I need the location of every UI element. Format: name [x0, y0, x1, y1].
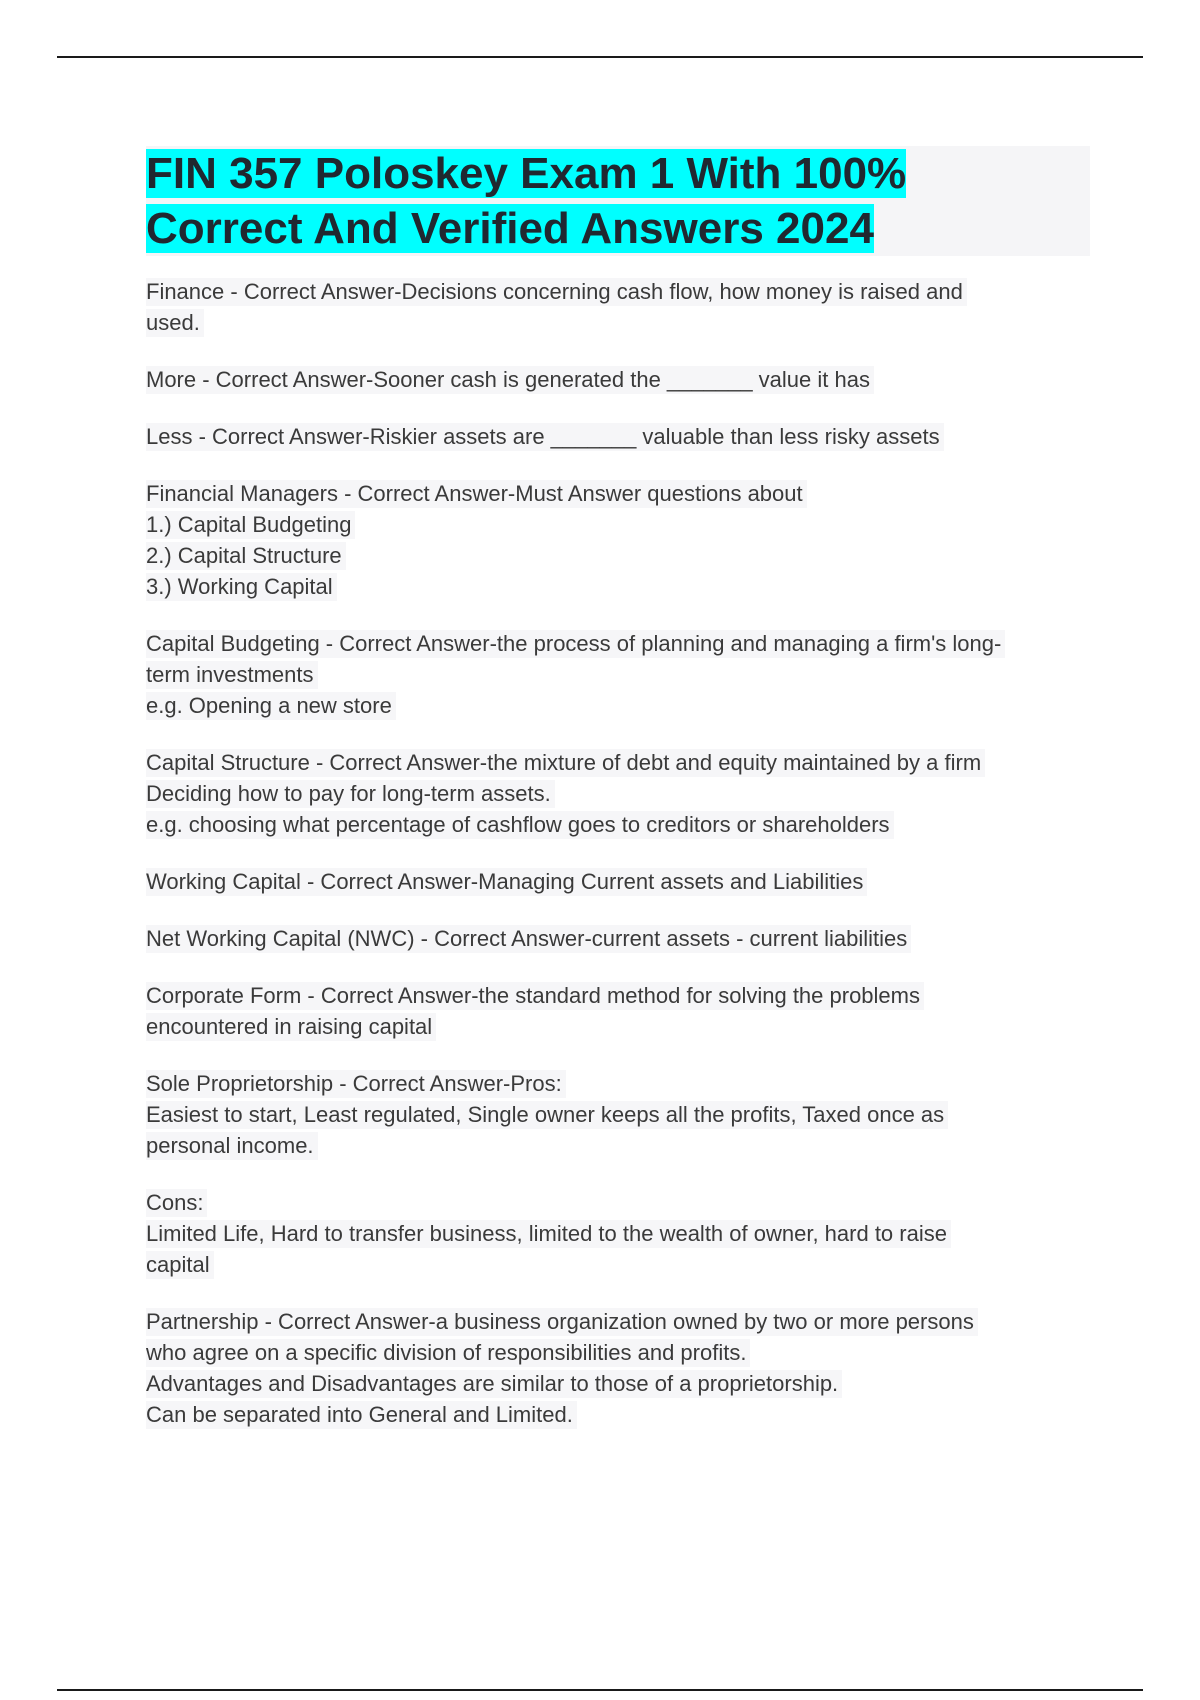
- qa-line: used.: [146, 309, 204, 337]
- qa-line: 3.) Working Capital: [146, 573, 337, 601]
- qa-line-row: [146, 366, 1090, 397]
- qa-line: encountered in raising capital: [146, 1013, 436, 1041]
- qa-line-row: [146, 423, 1090, 454]
- qa-line-row: [146, 1132, 1090, 1163]
- qa-line-row: [146, 1101, 1090, 1132]
- qa-entry: [146, 749, 1090, 842]
- qa-line: Net Working Capital (NWC) - Correct Answer-current assets - current liabilities: [146, 925, 911, 953]
- qa-line: Capital Budgeting - Correct Answer-the process of planning and managing a firm's long-: [146, 630, 1005, 658]
- qa-entry: [146, 868, 1090, 899]
- qa-line-row: [146, 1189, 1090, 1220]
- header-rule: [57, 56, 1143, 58]
- qa-line: capital: [146, 1251, 214, 1279]
- qa-line: Partnership - Correct Answer-a business organization owned by two or more persons: [146, 1308, 978, 1336]
- qa-line-row: [146, 480, 1090, 511]
- title-block: [146, 146, 1090, 256]
- qa-line-row: [146, 511, 1090, 542]
- qa-entry: [146, 366, 1090, 397]
- qa-line: Sole Proprietorship - Correct Answer-Pros:: [146, 1070, 566, 1098]
- qa-entry: [146, 278, 1090, 340]
- qa-line-row: [146, 1251, 1090, 1282]
- document-body: [146, 146, 1090, 1458]
- qa-line: 2.) Capital Structure: [146, 542, 346, 570]
- qa-line-row: [146, 868, 1090, 899]
- qa-line: More - Correct Answer-Sooner cash is generated the _______ value it has: [146, 366, 874, 394]
- qa-line: Capital Structure - Correct Answer-the mixture of debt and equity maintained by a firm: [146, 749, 985, 777]
- qa-line: 1.) Capital Budgeting: [146, 511, 355, 539]
- qa-line-row: [146, 982, 1090, 1013]
- title-line-2: Correct And Verified Answers 2024: [146, 204, 874, 253]
- qa-entry: [146, 925, 1090, 956]
- qa-line-row: [146, 309, 1090, 340]
- qa-entry: [146, 423, 1090, 454]
- document-title: [146, 146, 1090, 256]
- qa-line-row: [146, 692, 1090, 723]
- qa-line-row: [146, 1308, 1090, 1339]
- qa-line-row: [146, 1070, 1090, 1101]
- qa-line: Corporate Form - Correct Answer-the standard method for solving the problems: [146, 982, 924, 1010]
- qa-line-row: [146, 278, 1090, 309]
- qa-line-row: [146, 780, 1090, 811]
- qa-line: Limited Life, Hard to transfer business, limited to the wealth of owner, hard to raise: [146, 1220, 951, 1248]
- qa-line: Financial Managers - Correct Answer-Must Answer questions about: [146, 480, 807, 508]
- qa-line: e.g. choosing what percentage of cashflow goes to creditors or shareholders: [146, 811, 894, 839]
- qa-line: personal income.: [146, 1132, 318, 1160]
- qa-line-row: [146, 573, 1090, 604]
- qa-line: term investments: [146, 661, 318, 689]
- qa-line: Finance - Correct Answer-Decisions concerning cash flow, how money is raised and: [146, 278, 967, 306]
- qa-line-row: [146, 630, 1090, 661]
- footer-rule: [57, 1689, 1143, 1691]
- qa-line: Less - Correct Answer-Riskier assets are _______ valuable than less risky assets: [146, 423, 944, 451]
- qa-entry: [146, 982, 1090, 1044]
- qa-line-row: [146, 661, 1090, 692]
- qa-line-row: [146, 1401, 1090, 1432]
- qa-line-row: [146, 1339, 1090, 1370]
- qa-line-row: [146, 925, 1090, 956]
- qa-list: [146, 278, 1090, 1432]
- qa-line-row: [146, 1370, 1090, 1401]
- qa-entry: [146, 1189, 1090, 1282]
- qa-line: who agree on a specific division of responsibilities and profits.: [146, 1339, 750, 1367]
- qa-line: Cons:: [146, 1189, 207, 1217]
- qa-entry: [146, 480, 1090, 604]
- qa-entry: [146, 1308, 1090, 1432]
- qa-line: e.g. Opening a new store: [146, 692, 396, 720]
- title-line-1: FIN 357 Poloskey Exam 1 With 100%: [146, 149, 907, 198]
- qa-line: Easiest to start, Least regulated, Single owner keeps all the profits, Taxed once as: [146, 1101, 948, 1129]
- qa-entry: [146, 1070, 1090, 1163]
- qa-line-row: [146, 542, 1090, 573]
- qa-entry: [146, 630, 1090, 723]
- qa-line: Working Capital - Correct Answer-Managing Current assets and Liabilities: [146, 868, 867, 896]
- qa-line-row: [146, 749, 1090, 780]
- qa-line: Can be separated into General and Limited.: [146, 1401, 577, 1429]
- qa-line-row: [146, 811, 1090, 842]
- qa-line: Deciding how to pay for long-term assets.: [146, 780, 555, 808]
- qa-line: Advantages and Disadvantages are similar to those of a proprietorship.: [146, 1370, 842, 1398]
- qa-line-row: [146, 1220, 1090, 1251]
- qa-line-row: [146, 1013, 1090, 1044]
